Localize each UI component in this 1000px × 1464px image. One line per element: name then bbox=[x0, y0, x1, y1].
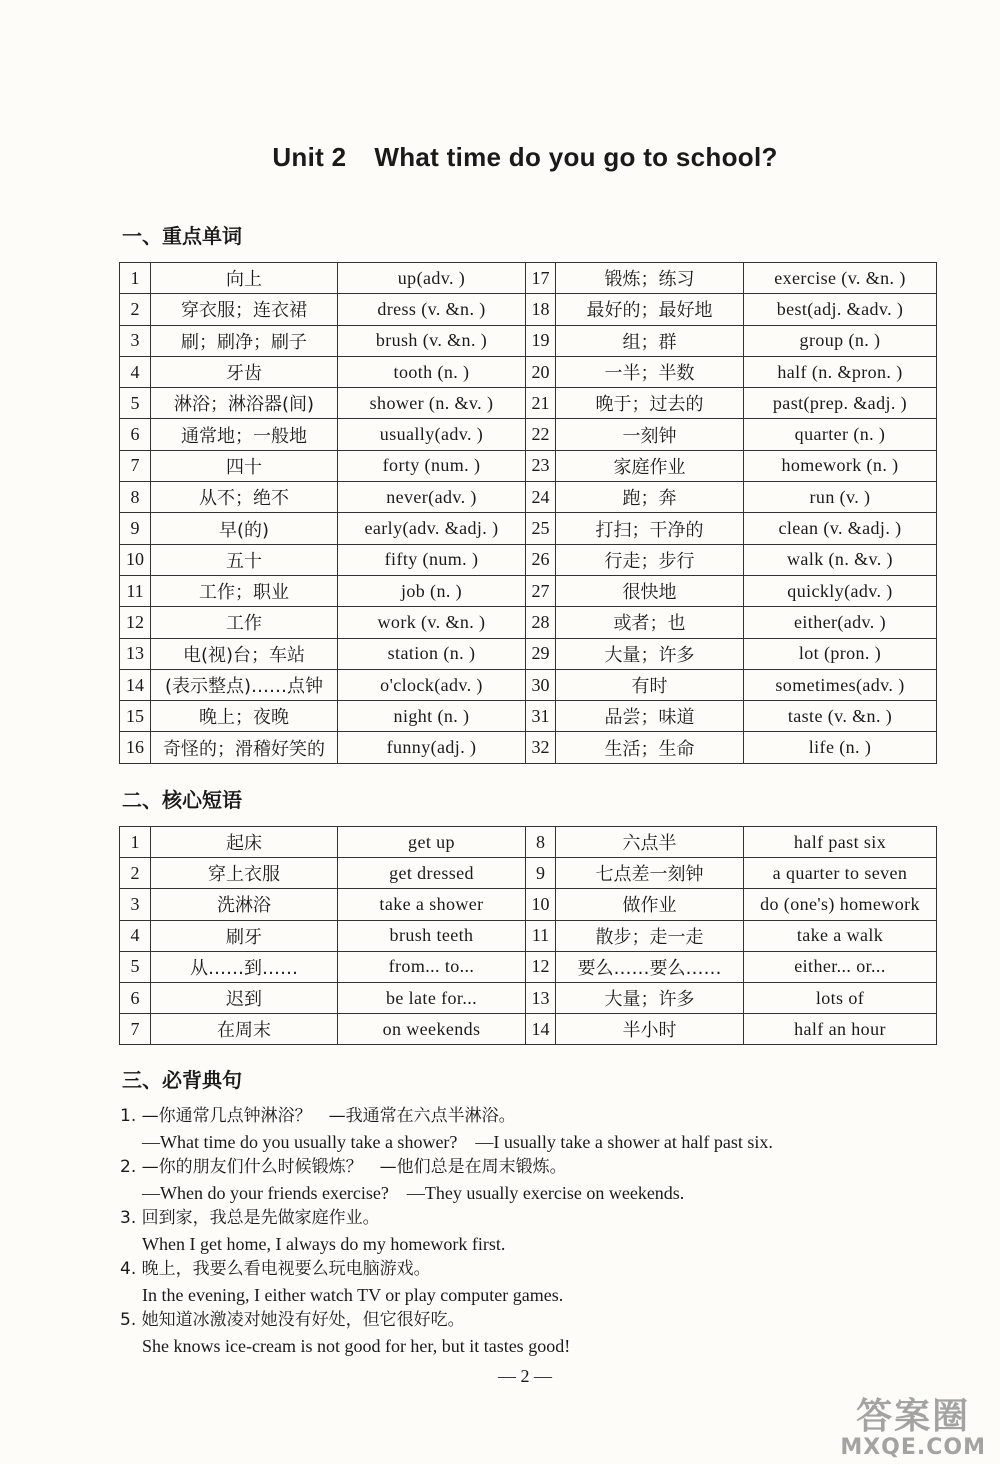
table-cell: 9 bbox=[526, 858, 556, 889]
table-cell: 6 bbox=[120, 419, 151, 450]
table-cell: life (n. ) bbox=[744, 732, 937, 763]
table-cell: from... to... bbox=[338, 951, 526, 982]
table-cell: 5 bbox=[120, 388, 151, 419]
table-cell: 4 bbox=[120, 920, 151, 951]
table-cell: either(adv. ) bbox=[744, 607, 937, 638]
table-cell: 六点半 bbox=[556, 827, 744, 858]
vocabulary-row bbox=[120, 513, 937, 544]
table-cell: take a walk bbox=[744, 920, 937, 951]
table-cell: 8 bbox=[526, 827, 556, 858]
vocabulary-row bbox=[120, 419, 937, 450]
table-cell: quarter (n. ) bbox=[744, 419, 937, 450]
table-cell: 晚上；夜晚 bbox=[151, 701, 338, 732]
table-cell: 3 bbox=[120, 889, 151, 920]
table-cell: never(adv. ) bbox=[338, 482, 526, 513]
table-cell: 工作 bbox=[151, 607, 338, 638]
table-cell: homework (n. ) bbox=[744, 450, 937, 481]
table-cell: best(adj. &adv. ) bbox=[744, 294, 937, 325]
table-cell: 17 bbox=[526, 263, 556, 294]
table-cell: lot (pron. ) bbox=[744, 638, 937, 669]
table-cell: 31 bbox=[526, 701, 556, 732]
table-cell: 晚于；过去的 bbox=[556, 388, 744, 419]
table-cell: 3 bbox=[120, 325, 151, 356]
page-number: — 2 — bbox=[498, 1366, 552, 1386]
table-cell: either... or... bbox=[744, 951, 937, 982]
table-cell: job (n. ) bbox=[338, 575, 526, 606]
table-cell: 11 bbox=[526, 920, 556, 951]
vocabulary-row bbox=[120, 544, 937, 575]
watermark-domain: MXQE.COM bbox=[840, 1435, 986, 1460]
phrase-row bbox=[120, 951, 937, 982]
sentence-list bbox=[120, 1104, 950, 1359]
page-title bbox=[0, 142, 1000, 173]
table-cell: 家庭作业 bbox=[556, 450, 744, 481]
table-cell: night (n. ) bbox=[338, 701, 526, 732]
table-cell: quickly(adv. ) bbox=[744, 575, 937, 606]
table-cell: 26 bbox=[526, 544, 556, 575]
table-cell: 生活；生命 bbox=[556, 732, 744, 763]
table-cell: 25 bbox=[526, 513, 556, 544]
table-cell: 30 bbox=[526, 669, 556, 700]
table-cell: 27 bbox=[526, 575, 556, 606]
table-cell: usually(adv. ) bbox=[338, 419, 526, 450]
table-cell: half an hour bbox=[744, 1014, 937, 1045]
table-cell: early(adv. &adj. ) bbox=[338, 513, 526, 544]
section-heading-phrases: 二、核心短语 bbox=[122, 788, 242, 812]
table-cell: 穿上衣服 bbox=[151, 858, 338, 889]
vocabulary-row bbox=[120, 669, 937, 700]
table-cell: 7 bbox=[120, 1014, 151, 1045]
table-cell: 牙齿 bbox=[151, 356, 338, 387]
table-cell: 29 bbox=[526, 638, 556, 669]
table-cell: 或者；也 bbox=[556, 607, 744, 638]
phrase-row bbox=[120, 1014, 937, 1045]
table-cell: 锻炼；练习 bbox=[556, 263, 744, 294]
table-cell: 14 bbox=[526, 1014, 556, 1045]
vocabulary-row bbox=[120, 732, 937, 763]
phrase-row bbox=[120, 858, 937, 889]
table-cell: get dressed bbox=[338, 858, 526, 889]
sentence-english: —What time do you usually take a shower? —I usually take a shower at half past six. bbox=[142, 1131, 773, 1152]
table-cell: 18 bbox=[526, 294, 556, 325]
table-cell: 一半；半数 bbox=[556, 356, 744, 387]
sentence-english: She knows ice-cream is not good for her, but it tastes good! bbox=[142, 1335, 571, 1356]
table-cell: 19 bbox=[526, 325, 556, 356]
vocabulary-row bbox=[120, 356, 937, 387]
table-cell: 13 bbox=[526, 982, 556, 1013]
table-cell: tooth (n. ) bbox=[338, 356, 526, 387]
section-heading-sentences: 三、必背典句 bbox=[122, 1068, 242, 1092]
table-cell: station (n. ) bbox=[338, 638, 526, 669]
table-cell: 品尝；味道 bbox=[556, 701, 744, 732]
table-cell: funny(adj. ) bbox=[338, 732, 526, 763]
vocabulary-row bbox=[120, 638, 937, 669]
table-cell: up(adv. ) bbox=[338, 263, 526, 294]
sentence-chinese: 1. —你通常几点钟淋浴？ —我通常在六点半淋浴。 bbox=[120, 1106, 516, 1126]
sentence-chinese: 4. 晚上，我要么看电视要么玩电脑游戏。 bbox=[120, 1259, 431, 1279]
table-cell: fifty (num. ) bbox=[338, 544, 526, 575]
vocabulary-row bbox=[120, 388, 937, 419]
table-cell: brush teeth bbox=[338, 920, 526, 951]
table-cell: 要么……要么…… bbox=[556, 951, 744, 982]
table-cell: 组；群 bbox=[556, 325, 744, 356]
table-cell: 15 bbox=[120, 701, 151, 732]
table-cell: shower (n. &v. ) bbox=[338, 388, 526, 419]
table-cell: 通常地；一般地 bbox=[151, 419, 338, 450]
table-cell: brush (v. &n. ) bbox=[338, 325, 526, 356]
watermark-text: 答案圈 bbox=[856, 1396, 971, 1437]
vocabulary-row bbox=[120, 575, 937, 606]
table-cell: 9 bbox=[120, 513, 151, 544]
table-cell: 淋浴；淋浴器(间) bbox=[151, 388, 338, 419]
table-cell: 半小时 bbox=[556, 1014, 744, 1045]
table-cell: 七点差一刻钟 bbox=[556, 858, 744, 889]
phrase-row bbox=[120, 827, 937, 858]
table-cell: 跑；奔 bbox=[556, 482, 744, 513]
table-cell: lots of bbox=[744, 982, 937, 1013]
table-cell: 4 bbox=[120, 356, 151, 387]
vocabulary-table bbox=[119, 262, 937, 764]
sentence-english: When I get home, I always do my homework first. bbox=[142, 1233, 506, 1254]
title-unit: Unit 2 bbox=[272, 142, 347, 172]
table-cell: 10 bbox=[120, 544, 151, 575]
table-cell: 11 bbox=[120, 575, 151, 606]
table-cell: half past six bbox=[744, 827, 937, 858]
table-cell: take a shower bbox=[338, 889, 526, 920]
sentence-chinese: 3. 回到家，我总是先做家庭作业。 bbox=[120, 1208, 380, 1228]
table-cell: exercise (v. &n. ) bbox=[744, 263, 937, 294]
table-cell: 洗淋浴 bbox=[151, 889, 338, 920]
table-cell: 一刻钟 bbox=[556, 419, 744, 450]
table-cell: 28 bbox=[526, 607, 556, 638]
table-cell: 7 bbox=[120, 450, 151, 481]
table-cell: 12 bbox=[120, 607, 151, 638]
table-cell: 24 bbox=[526, 482, 556, 513]
table-cell: run (v. ) bbox=[744, 482, 937, 513]
sentence-chinese: 2. —你的朋友们什么时候锻炼？ —他们总是在周末锻炼。 bbox=[120, 1157, 567, 1177]
table-cell: get up bbox=[338, 827, 526, 858]
table-cell: a quarter to seven bbox=[744, 858, 937, 889]
table-cell: 1 bbox=[120, 827, 151, 858]
vocabulary-row bbox=[120, 450, 937, 481]
table-cell: 迟到 bbox=[151, 982, 338, 1013]
table-cell: 有时 bbox=[556, 669, 744, 700]
table-cell: 16 bbox=[120, 732, 151, 763]
table-cell: 刷牙 bbox=[151, 920, 338, 951]
table-cell: 做作业 bbox=[556, 889, 744, 920]
table-cell: 起床 bbox=[151, 827, 338, 858]
table-cell: 从不；绝不 bbox=[151, 482, 338, 513]
table-cell: past(prep. &adj. ) bbox=[744, 388, 937, 419]
table-cell: 5 bbox=[120, 951, 151, 982]
table-cell: be late for... bbox=[338, 982, 526, 1013]
table-cell: 23 bbox=[526, 450, 556, 481]
table-cell: group (n. ) bbox=[744, 325, 937, 356]
title-text: What time do you go to school? bbox=[374, 142, 778, 172]
table-cell: 奇怪的；滑稽好笑的 bbox=[151, 732, 338, 763]
table-cell: 工作；职业 bbox=[151, 575, 338, 606]
table-cell: 很快地 bbox=[556, 575, 744, 606]
vocabulary-row bbox=[120, 607, 937, 638]
table-cell: 22 bbox=[526, 419, 556, 450]
table-cell: forty (num. ) bbox=[338, 450, 526, 481]
phrase-row bbox=[120, 889, 937, 920]
vocabulary-row bbox=[120, 294, 937, 325]
table-cell: do (one's) homework bbox=[744, 889, 937, 920]
table-cell: work (v. &n. ) bbox=[338, 607, 526, 638]
table-cell: 10 bbox=[526, 889, 556, 920]
table-cell: 向上 bbox=[151, 263, 338, 294]
table-cell: 14 bbox=[120, 669, 151, 700]
section-heading-words: 一、重点单词 bbox=[122, 224, 242, 248]
phrase-row bbox=[120, 982, 937, 1013]
table-cell: dress (v. &n. ) bbox=[338, 294, 526, 325]
vocabulary-row bbox=[120, 325, 937, 356]
table-cell: 电(视)台；车站 bbox=[151, 638, 338, 669]
table-cell: 四十 bbox=[151, 450, 338, 481]
table-cell: 1 bbox=[120, 263, 151, 294]
table-cell: 早(的) bbox=[151, 513, 338, 544]
table-cell: 五十 bbox=[151, 544, 338, 575]
table-cell: 2 bbox=[120, 858, 151, 889]
table-cell: walk (n. &v. ) bbox=[744, 544, 937, 575]
table-cell: 大量；许多 bbox=[556, 638, 744, 669]
vocabulary-row bbox=[120, 263, 937, 294]
watermark-logo bbox=[840, 1388, 986, 1460]
table-cell: 2 bbox=[120, 294, 151, 325]
table-cell: half (n. &pron. ) bbox=[744, 356, 937, 387]
table-cell: 行走；步行 bbox=[556, 544, 744, 575]
table-cell: 穿衣服；连衣裙 bbox=[151, 294, 338, 325]
table-cell: (表示整点)……点钟 bbox=[151, 669, 338, 700]
vocabulary-row bbox=[120, 482, 937, 513]
phrase-row bbox=[120, 920, 937, 951]
table-cell: sometimes(adv. ) bbox=[744, 669, 937, 700]
phrases-table bbox=[119, 826, 937, 1045]
table-cell: on weekends bbox=[338, 1014, 526, 1045]
table-cell: 13 bbox=[120, 638, 151, 669]
sentence-english: —When do your friends exercise? —They usually exercise on weekends. bbox=[142, 1182, 685, 1203]
table-cell: clean (v. &adj. ) bbox=[744, 513, 937, 544]
table-cell: 12 bbox=[526, 951, 556, 982]
table-cell: 8 bbox=[120, 482, 151, 513]
table-cell: 在周末 bbox=[151, 1014, 338, 1045]
table-cell: 大量；许多 bbox=[556, 982, 744, 1013]
table-cell: 6 bbox=[120, 982, 151, 1013]
table-cell: 最好的；最好地 bbox=[556, 294, 744, 325]
table-cell: 散步；走一走 bbox=[556, 920, 744, 951]
table-cell: taste (v. &n. ) bbox=[744, 701, 937, 732]
table-cell: 打扫；干净的 bbox=[556, 513, 744, 544]
sentence-chinese: 5. 她知道冰激凌对她没有好处，但它很好吃。 bbox=[120, 1310, 465, 1330]
sentence-english: In the evening, I either watch TV or play computer games. bbox=[142, 1284, 564, 1305]
table-cell: 从……到…… bbox=[151, 951, 338, 982]
vocabulary-row bbox=[120, 701, 937, 732]
table-cell: 21 bbox=[526, 388, 556, 419]
table-cell: o'clock(adv. ) bbox=[338, 669, 526, 700]
table-cell: 刷；刷净；刷子 bbox=[151, 325, 338, 356]
table-cell: 32 bbox=[526, 732, 556, 763]
table-cell: 20 bbox=[526, 356, 556, 387]
